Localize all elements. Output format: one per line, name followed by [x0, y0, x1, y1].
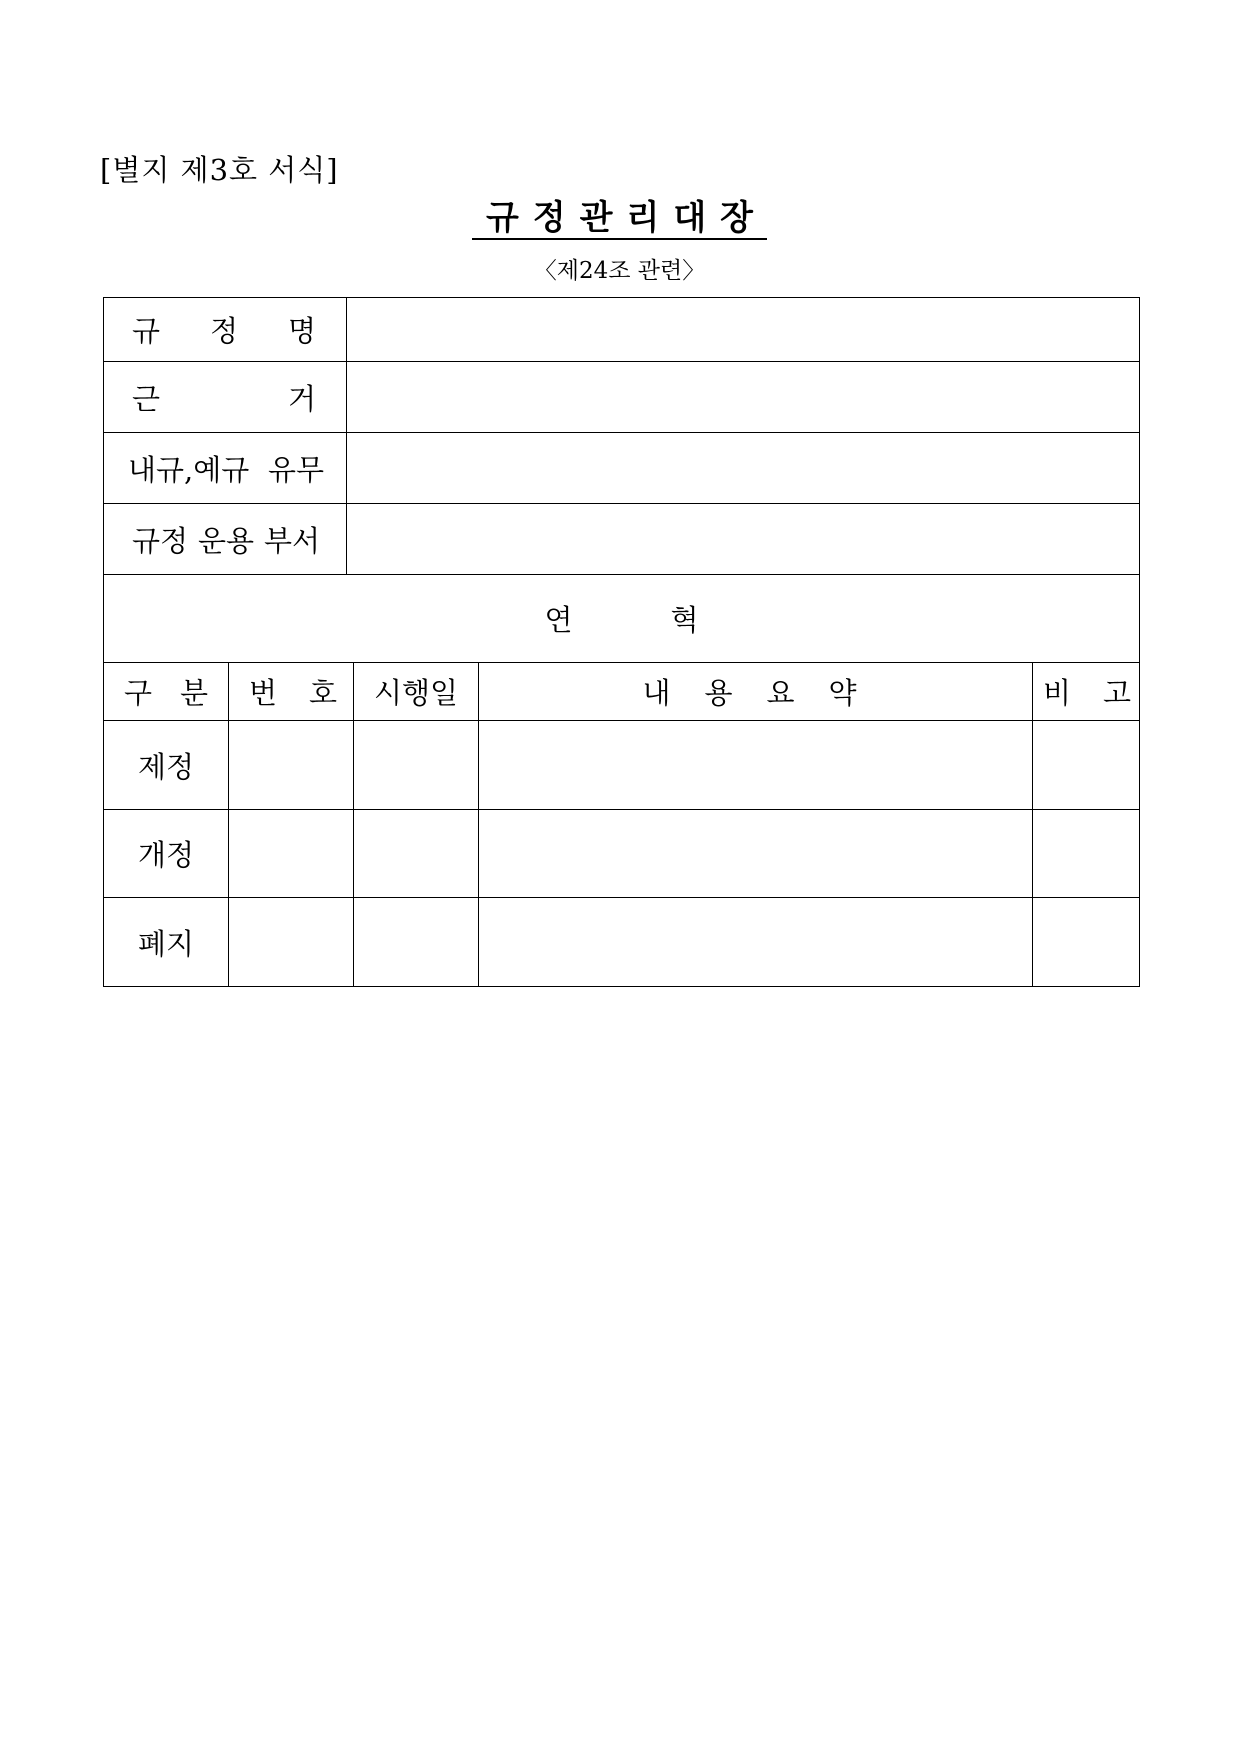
history-row-amendment [104, 810, 1140, 898]
info-row-regulation-name [104, 298, 1140, 362]
info-label-regulation-name: 규 정 명 [104, 298, 347, 362]
document-title [0, 198, 1239, 240]
info-value-department[interactable] [347, 504, 1140, 575]
info-row-basis [104, 362, 1140, 433]
history-type-cell: 개정 [104, 810, 229, 898]
column-header-summary: 내 용 요 약 [479, 663, 1033, 721]
column-header-type: 구 분 [104, 663, 229, 721]
history-summary-cell[interactable] [479, 810, 1033, 898]
history-row-enactment [104, 721, 1140, 810]
info-value-basis[interactable] [347, 362, 1140, 433]
info-value-internal-rule[interactable] [347, 433, 1140, 504]
info-label-internal-rule: 내규,예규 유무 [104, 433, 347, 504]
history-type-cell: 폐지 [104, 898, 229, 987]
history-note-cell[interactable] [1033, 898, 1140, 987]
history-column-header-row [104, 663, 1140, 721]
info-label-basis: 근 거 [104, 362, 347, 433]
history-number-cell[interactable] [229, 721, 354, 810]
history-number-cell[interactable] [229, 810, 354, 898]
history-number-cell[interactable] [229, 898, 354, 987]
history-type-cell: 제정 [104, 721, 229, 810]
info-row-department [104, 504, 1140, 575]
history-note-cell[interactable] [1033, 721, 1140, 810]
history-heading-row [104, 575, 1140, 663]
info-value-regulation-name[interactable] [347, 298, 1140, 362]
document-title-text: 규정관리대장 [472, 198, 767, 240]
form-number-label: [별지 제3호 서식] [100, 153, 339, 187]
history-date-cell[interactable] [354, 721, 479, 810]
history-date-cell[interactable] [354, 898, 479, 987]
column-header-note: 비 고 [1033, 663, 1140, 721]
history-summary-cell[interactable] [479, 898, 1033, 987]
document-subtitle: 〈제24조 관련〉 [533, 258, 706, 284]
history-row-abolition [104, 898, 1140, 987]
history-note-cell[interactable] [1033, 810, 1140, 898]
column-header-number: 번 호 [229, 663, 354, 721]
regulation-info-table [103, 297, 1140, 575]
history-heading: 연 혁 [104, 575, 1140, 663]
history-date-cell[interactable] [354, 810, 479, 898]
history-summary-cell[interactable] [479, 721, 1033, 810]
info-label-department: 규정 운용 부서 [104, 504, 347, 575]
history-table [103, 574, 1140, 987]
column-header-effective-date: 시행일 [354, 663, 479, 721]
info-row-internal-rule [104, 433, 1140, 504]
